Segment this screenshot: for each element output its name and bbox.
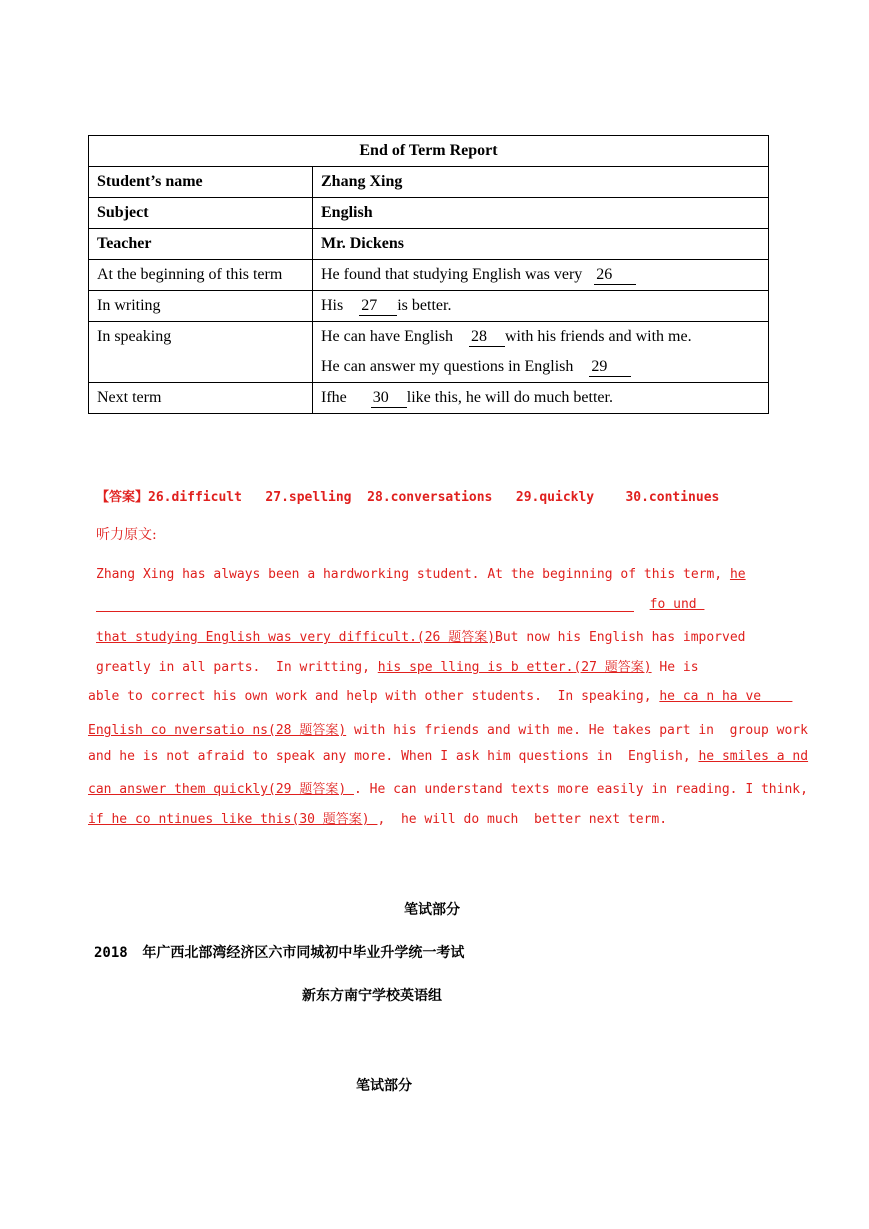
transcript-text: But now his English has imporved: [495, 630, 746, 645]
transcript-answer: that studying English was very difficult.(26 题答案): [96, 630, 496, 645]
transcript-line: [88, 778, 808, 797]
sentence-text: like this, he will do much better.: [406, 389, 613, 406]
table-row: [89, 260, 769, 291]
transcript-answer: he smiles a nd: [698, 749, 809, 764]
transcript-text: He is: [651, 660, 699, 675]
table-row: [89, 167, 769, 198]
transcript-text: , he will do much better next term.: [377, 812, 668, 827]
sentence-text: with his friends and with me.: [504, 328, 692, 345]
transcript-answer: English co nversatio ns(28 题答案): [88, 723, 347, 738]
sentence-text: He can have English: [321, 328, 453, 345]
row-label: Subject: [89, 198, 313, 229]
sentence-text: Ifhe: [321, 389, 347, 406]
row-label: Student’s name: [89, 167, 313, 198]
answer-key: [96, 486, 719, 505]
row-value: [313, 260, 769, 291]
exam-year: 2018: [94, 945, 128, 961]
underline-fill: [96, 597, 634, 612]
blank-30: 30: [371, 389, 407, 408]
end-of-term-report-table: [88, 135, 769, 414]
transcript-text: greatly in all parts. In writting,: [96, 660, 378, 675]
transcript-text: with his friends and with me. He takes part in group work: [346, 723, 808, 738]
table-row: [89, 322, 769, 383]
sentence-text: is better.: [397, 297, 452, 314]
sentence-text: He can answer my questions in English: [321, 358, 574, 375]
exam-title-text: 年广西北部湾经济区六市同城初中毕业升学统一考试: [142, 945, 465, 961]
transcript-answer: (27 题答案): [573, 660, 652, 675]
row-value: Mr. Dickens: [313, 229, 769, 260]
row-value: [313, 383, 769, 414]
transcript-label: 听力原文:: [96, 527, 157, 543]
written-section-heading-2: 笔试部分: [356, 1078, 412, 1094]
table-row: [89, 198, 769, 229]
transcript-line: [88, 719, 808, 738]
transcript-answer: can answer them quickly(29 题答案): [88, 782, 354, 797]
transcript-answer: if he co ntinues like this(30 题答案): [88, 812, 378, 827]
row-value: [313, 322, 769, 383]
table-row: [89, 291, 769, 322]
row-label: Teacher: [89, 229, 313, 260]
row-label: In writing: [89, 291, 313, 322]
row-label: Next term: [89, 383, 313, 414]
written-section-heading: 笔试部分: [404, 902, 460, 918]
transcript-line: [88, 808, 667, 827]
blank-29: 29: [589, 358, 631, 377]
sentence-text: His: [321, 297, 344, 314]
transcript-answer: fo und: [649, 597, 705, 612]
answer-text: 26.difficult 27.spelling 28.conversations 29.quickly 30.continues: [148, 490, 720, 505]
transcript-answer: his spe lling is b etter.: [377, 660, 574, 675]
row-value: English: [313, 198, 769, 229]
blank-26: 26: [594, 266, 636, 285]
transcript-text: and he is not afraid to speak any more. When I ask him questions in English,: [88, 749, 699, 764]
transcript-line: [96, 626, 745, 645]
sentence-text: He found that studying English was very: [321, 266, 583, 283]
answer-label: 【答案】: [96, 490, 149, 505]
row-value: Zhang Xing: [313, 167, 769, 198]
school-name: 新东方南宁学校英语组: [302, 988, 442, 1004]
transcript-line: [96, 597, 704, 612]
row-label: At the beginning of this term: [89, 260, 313, 291]
row-label: In speaking: [89, 322, 313, 383]
transcript-text: Zhang Xing has always been a hardworking student. At the beginning of this term,: [96, 567, 730, 582]
transcript-line: [88, 689, 792, 704]
row-value: [313, 291, 769, 322]
transcript-line: [96, 567, 746, 582]
blank-28: 28: [469, 328, 505, 347]
table-row: [89, 383, 769, 414]
transcript-text: . He can understand texts more easily in reading. I think,: [353, 782, 808, 797]
report-title: End of Term Report: [89, 136, 769, 167]
transcript-answer: he ca n ha ve: [659, 689, 793, 704]
blank-27: 27: [359, 297, 397, 316]
transcript-line: [88, 749, 808, 764]
table-row: [89, 229, 769, 260]
transcript-text: able to correct his own work and help with other students. In speaking,: [88, 689, 660, 704]
exam-title: [94, 942, 464, 962]
transcript-line: [96, 656, 699, 675]
transcript-answer: he: [729, 567, 746, 582]
